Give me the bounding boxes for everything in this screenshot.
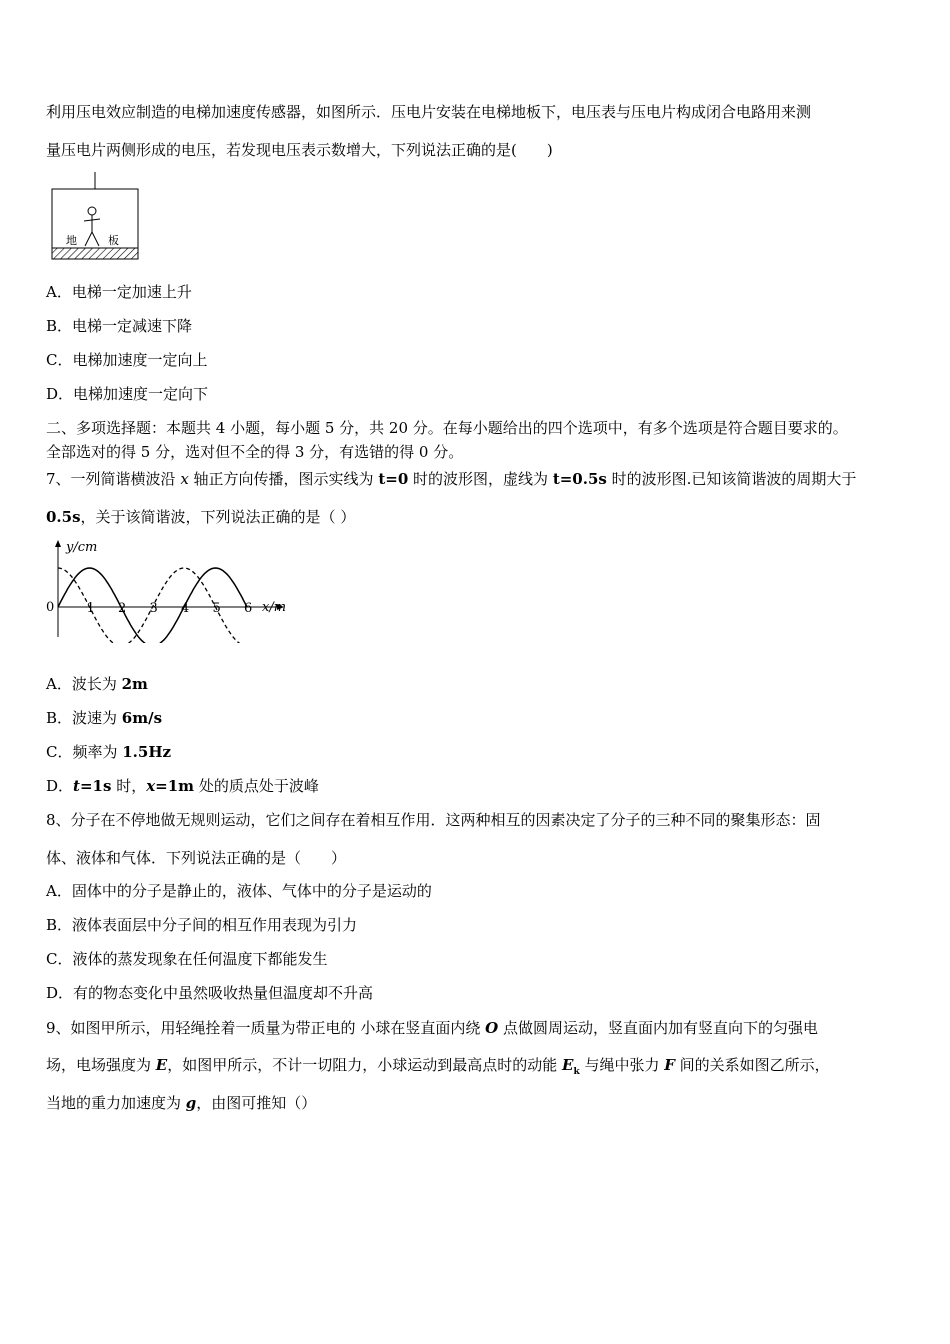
q8-stem-line1: 8、分子在不停地做无规则运动，它们之间存在着相互作用．这两种相互的因素决定了分子的三种不同的聚集形态：固	[46, 811, 821, 829]
elevator-box	[52, 189, 138, 248]
floor-label-right: 板	[108, 234, 119, 247]
floor-label-left: 地	[66, 234, 77, 247]
x-tick-label: 2	[118, 601, 127, 616]
q7-stem-line1: 7、一列简谐横波沿 x 轴正方向传播，图示实线为 t=0 时的波形图，虚线为 t=0.5s 时的波形图.已知该简谐波的周期大于	[46, 470, 857, 488]
section2-heading-line2: 全部选对的得 5 分，选对但不全的得 3 分，有选错的得 0 分。	[46, 443, 464, 461]
x-tick-label: 6	[244, 601, 253, 616]
q8-stem-line2: 体、液体和气体．下列说法正确的是（ ）	[46, 849, 347, 867]
q6-option-a: A．电梯一定加速上升	[46, 283, 192, 301]
q8-option-b: B．液体表面层中分子间的相互作用表现为引力	[46, 916, 358, 934]
q6-option-c: C．电梯加速度一定向上	[46, 351, 208, 369]
q6-stem-line2: 量压电片两侧形成的电压，若发现电压表示数增大，下列说法正确的是( )	[46, 141, 553, 159]
q6-option-b: B．电梯一定减速下降	[46, 317, 193, 335]
q9-stem-line2: 场，电场强度为 E，如图甲所示，不计一切阻力，小球运动到最高点时的动能 $E_k$ 与绳中张力 F 间的关系如图乙所示，	[46, 1056, 830, 1077]
q9-stem-line3: 当地的重力加速度为 g，由图可推知（）	[46, 1094, 317, 1112]
origin-label: 0	[46, 600, 55, 615]
q7-option-b: B．波速为 6m/s	[46, 709, 163, 727]
q8-option-c: C．液体的蒸发现象在任何温度下都能发生	[46, 950, 328, 968]
y-axis-arrow	[55, 540, 61, 547]
section2-heading-line1: 二、多项选择题：本题共 4 小题，每小题 5 分，共 20 分。在每小题给出的四个选项中，有多个选项是符合题目要求的。	[46, 419, 848, 437]
wave-graph	[44, 537, 294, 643]
q7-option-c: C．频率为 1.5Hz	[46, 743, 172, 761]
elevator-floor-hatch	[52, 248, 138, 259]
q8-option-a: A．固体中的分子是静止的，液体、气体中的分子是运动的	[46, 882, 432, 900]
q9-stem-line1: 9、如图甲所示，用轻绳拴着一质量为带正电的 小球在竖直面内绕 O 点做圆周运动，竖直面内加有竖直向下的匀强电	[46, 1019, 818, 1037]
x-tick-label: 1	[86, 601, 95, 616]
q7-option-d: D．t=1s 时，x=1m 处的质点处于波峰	[46, 777, 319, 795]
elevator-figure	[48, 172, 142, 262]
x-tick-label: 4	[181, 601, 190, 616]
q6-option-d: D．电梯加速度一定向下	[46, 385, 209, 403]
person-icon	[84, 207, 100, 246]
y-axis-label: y/cm	[66, 540, 98, 555]
x-tick-label: 3	[149, 601, 158, 616]
x-axis-label: x/m	[262, 600, 287, 615]
q7-option-a: A．波长为 2m	[46, 675, 148, 693]
x-tick-label: 5	[212, 601, 221, 616]
q6-stem-line1: 利用压电效应制造的电梯加速度传感器，如图所示．压电片安装在电梯地板下，电压表与压电片构成闭合电路用来测	[46, 103, 812, 121]
q8-option-d: D．有的物态变化中虽然吸收热量但温度却不升高	[46, 984, 374, 1002]
q7-stem-line2: 0.5s，关于该简谐波，下列说法正确的是（ ）	[46, 508, 356, 526]
